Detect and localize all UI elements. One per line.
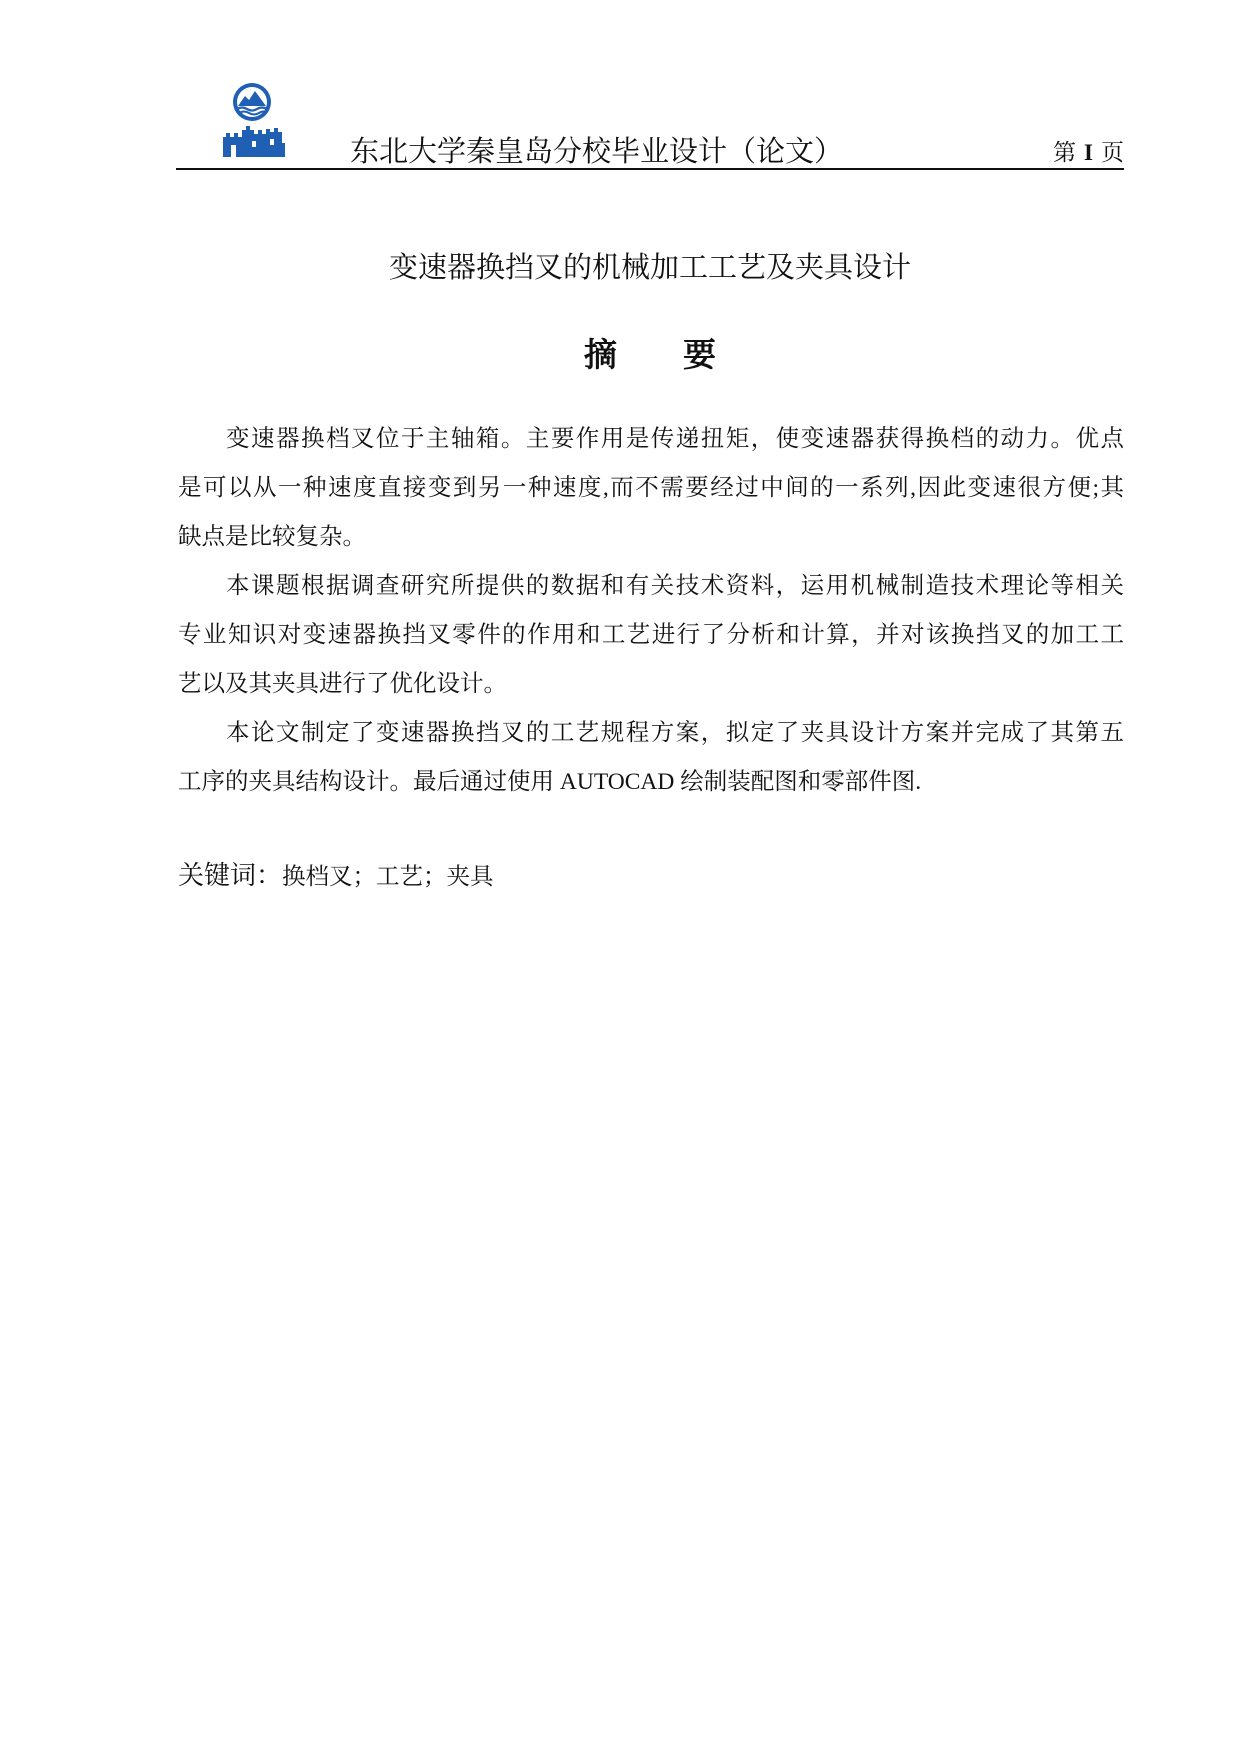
paragraph-line: 是可以从一种速度直接变到另一种速度,而不需要经过中间的一系列,因此变速很方便;其 [178, 475, 1124, 501]
header-divider [176, 168, 1124, 170]
paragraph-line: 工序的夹具结构设计。最后通过使用 AUTOCAD 绘制装配图和零部件图. [178, 769, 922, 795]
paragraph-line: 专业知识对变速器换挡叉零件的作用和工艺进行了分析和计算，并对该换挡叉的加工工 [178, 622, 1124, 648]
abstract-body [178, 415, 1124, 807]
page-suffix: 页 [1101, 140, 1124, 165]
page-prefix: 第 [1053, 140, 1077, 165]
abstract-paragraph [178, 562, 1124, 709]
abstract-paragraph [178, 709, 1124, 807]
university-logo [222, 81, 286, 159]
abstract-heading: 摘 要 [584, 335, 716, 374]
keywords-label: 关键词： [178, 861, 283, 891]
paragraph-line: 艺以及其夹具进行了优化设计。 [178, 671, 507, 697]
keywords [178, 858, 494, 898]
page-number [1053, 138, 1124, 168]
paragraph-line: 本课题根据调查研究所提供的数据和有关技术资料，运用机械制造技术理论等相关 [226, 573, 1124, 599]
paragraph-line: 本论文制定了变速器换挡叉的工艺规程方案，拟定了夹具设计方案并完成了其第五 [226, 720, 1124, 746]
keywords-terms: 换档叉；工艺；夹具 [282, 864, 494, 890]
paragraph-line: 缺点是比较复杂。 [178, 524, 366, 550]
thesis-title: 变速器换挡叉的机械加工工艺及夹具设计 [388, 250, 911, 284]
abstract-paragraph [178, 415, 1124, 562]
school-thesis-header: 东北大学秦皇岛分校毕业设计（论文） [350, 134, 844, 168]
page-number-value: I [1084, 140, 1093, 165]
paragraph-line: 变速器换档叉位于主轴箱。主要作用是传递扭矩，使变速器获得换档的动力。优点 [226, 426, 1124, 452]
university-logo-icon [222, 81, 286, 159]
